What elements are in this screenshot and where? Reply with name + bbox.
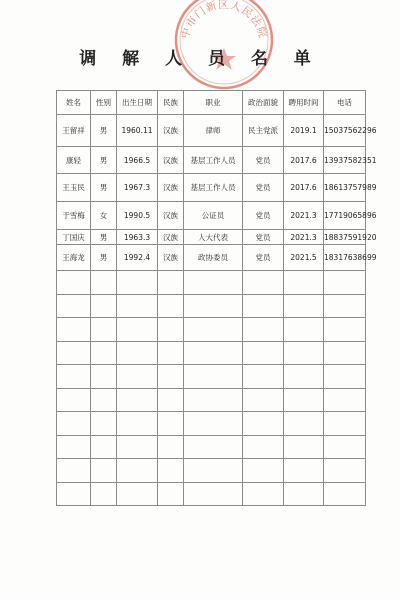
cell-gender: 女 xyxy=(91,202,117,230)
cell-political-status: 党员 xyxy=(243,230,284,245)
empty-cell xyxy=(324,388,366,412)
empty-cell xyxy=(324,412,366,436)
empty-cell xyxy=(117,482,158,506)
cell-occupation: 人大代表 xyxy=(184,230,243,245)
empty-cell xyxy=(324,482,366,506)
empty-table-row xyxy=(57,412,366,436)
empty-cell xyxy=(284,482,324,506)
cell-occupation: 公证员 xyxy=(184,202,243,230)
cell-birth-date: 1967.3 xyxy=(117,174,158,202)
cell-occupation: 基层工作人员 xyxy=(184,174,243,202)
cell-phone: 18613757989 xyxy=(324,174,366,202)
cell-name: 王留祥 xyxy=(57,115,91,147)
table-header-row xyxy=(57,91,366,115)
header-ethnicity: 民族 xyxy=(158,91,184,115)
empty-table-row xyxy=(57,271,366,295)
table-row xyxy=(57,174,366,202)
cell-hire-date: 2017.6 xyxy=(284,174,324,202)
empty-cell xyxy=(91,341,117,365)
empty-cell xyxy=(57,271,91,295)
empty-cell xyxy=(324,341,366,365)
empty-cell xyxy=(324,271,366,295)
empty-cell xyxy=(243,341,284,365)
empty-table-row xyxy=(57,435,366,459)
empty-cell xyxy=(284,365,324,389)
empty-cell xyxy=(284,412,324,436)
cell-gender: 男 xyxy=(91,174,117,202)
empty-cell xyxy=(284,388,324,412)
table-row xyxy=(57,115,366,147)
empty-table-row xyxy=(57,459,366,483)
cell-name: 王海龙 xyxy=(57,245,91,271)
cell-hire-date: 2017.6 xyxy=(284,147,324,174)
empty-cell xyxy=(57,435,91,459)
empty-cell xyxy=(91,388,117,412)
cell-birth-date: 1990.5 xyxy=(117,202,158,230)
empty-cell xyxy=(91,412,117,436)
empty-cell xyxy=(91,318,117,342)
empty-cell xyxy=(184,271,243,295)
empty-cell xyxy=(324,365,366,389)
empty-cell xyxy=(243,435,284,459)
header-birth-date: 出生日期 xyxy=(117,91,158,115)
header-gender: 性别 xyxy=(91,91,117,115)
empty-cell xyxy=(184,365,243,389)
empty-cell xyxy=(117,318,158,342)
empty-cell xyxy=(57,318,91,342)
cell-hire-date: 2021.3 xyxy=(284,202,324,230)
empty-cell xyxy=(57,412,91,436)
cell-phone: 18317638699 xyxy=(324,245,366,271)
empty-cell xyxy=(243,482,284,506)
empty-cell xyxy=(91,482,117,506)
empty-cell xyxy=(117,271,158,295)
cell-ethnicity: 汉族 xyxy=(158,245,184,271)
empty-table-row xyxy=(57,294,366,318)
empty-table-row xyxy=(57,365,366,389)
cell-occupation: 政协委员 xyxy=(184,245,243,271)
empty-cell xyxy=(324,294,366,318)
cell-name: 康轻 xyxy=(57,147,91,174)
empty-cell xyxy=(284,459,324,483)
empty-cell xyxy=(158,341,184,365)
empty-cell xyxy=(184,388,243,412)
empty-cell xyxy=(57,482,91,506)
empty-cell xyxy=(158,435,184,459)
cell-birth-date: 1963.3 xyxy=(117,230,158,245)
empty-cell xyxy=(91,435,117,459)
empty-cell xyxy=(184,341,243,365)
cell-political-status: 民主党派 xyxy=(243,115,284,147)
empty-cell xyxy=(158,318,184,342)
empty-cell xyxy=(284,341,324,365)
empty-cell xyxy=(117,412,158,436)
cell-name: 王玉民 xyxy=(57,174,91,202)
header-hire-date: 聘用时间 xyxy=(284,91,324,115)
empty-cell xyxy=(324,435,366,459)
empty-cell xyxy=(184,459,243,483)
cell-political-status: 党员 xyxy=(243,147,284,174)
cell-ethnicity: 汉族 xyxy=(158,147,184,174)
page-title: 调 解 人 员 名 单 xyxy=(79,49,321,69)
empty-cell xyxy=(158,271,184,295)
cell-hire-date: 2021.5 xyxy=(284,245,324,271)
empty-cell xyxy=(57,341,91,365)
empty-cell xyxy=(243,459,284,483)
empty-cell xyxy=(158,412,184,436)
empty-cell xyxy=(243,294,284,318)
empty-cell xyxy=(57,294,91,318)
cell-political-status: 党员 xyxy=(243,202,284,230)
empty-cell xyxy=(91,271,117,295)
mediator-roster-table xyxy=(56,90,377,506)
cell-hire-date: 2019.1 xyxy=(284,115,324,147)
empty-cell xyxy=(184,294,243,318)
cell-gender: 男 xyxy=(91,230,117,245)
cell-political-status: 党员 xyxy=(243,245,284,271)
empty-cell xyxy=(117,459,158,483)
header-name: 姓名 xyxy=(57,91,91,115)
empty-cell xyxy=(284,318,324,342)
header-occupation: 职业 xyxy=(184,91,243,115)
cell-hire-date: 2021.3 xyxy=(284,230,324,245)
cell-ethnicity: 汉族 xyxy=(158,174,184,202)
cell-occupation: 基层工作人员 xyxy=(184,147,243,174)
cell-occupation: 律师 xyxy=(184,115,243,147)
empty-cell xyxy=(117,294,158,318)
cell-political-status: 党员 xyxy=(243,174,284,202)
empty-cell xyxy=(243,271,284,295)
cell-name: 于雪梅 xyxy=(57,202,91,230)
cell-phone: 15037562296 xyxy=(324,115,366,147)
cell-gender: 男 xyxy=(91,245,117,271)
empty-cell xyxy=(158,459,184,483)
cell-phone: 17719065896 xyxy=(324,202,366,230)
cell-ethnicity: 汉族 xyxy=(158,115,184,147)
header-political-status: 政治面貌 xyxy=(243,91,284,115)
cell-gender: 男 xyxy=(91,147,117,174)
table-row xyxy=(57,202,366,230)
empty-cell xyxy=(57,459,91,483)
cell-ethnicity: 汉族 xyxy=(158,230,184,245)
empty-cell xyxy=(91,365,117,389)
empty-cell xyxy=(184,482,243,506)
empty-cell xyxy=(158,388,184,412)
empty-cell xyxy=(243,412,284,436)
cell-ethnicity: 汉族 xyxy=(158,202,184,230)
empty-table-row xyxy=(57,388,366,412)
empty-cell xyxy=(117,365,158,389)
table-row xyxy=(57,230,366,245)
empty-cell xyxy=(117,341,158,365)
empty-cell xyxy=(284,294,324,318)
empty-table-row xyxy=(57,318,366,342)
empty-cell xyxy=(243,388,284,412)
empty-cell xyxy=(284,435,324,459)
empty-cell xyxy=(91,294,117,318)
empty-cell xyxy=(324,459,366,483)
empty-cell xyxy=(91,459,117,483)
svg-text:中市门新区人民法院: 中市门新区人民法院 xyxy=(179,0,269,41)
cell-birth-date: 1960.11 xyxy=(117,115,158,147)
cell-phone: 13937582351 xyxy=(324,147,366,174)
empty-cell xyxy=(184,318,243,342)
table-row xyxy=(57,245,366,271)
empty-cell xyxy=(117,388,158,412)
empty-cell xyxy=(57,365,91,389)
empty-cell xyxy=(243,365,284,389)
empty-cell xyxy=(243,318,284,342)
cell-gender: 男 xyxy=(91,115,117,147)
empty-cell xyxy=(57,388,91,412)
cell-phone: 18837591920 xyxy=(324,230,366,245)
empty-table-row xyxy=(57,341,366,365)
empty-cell xyxy=(158,365,184,389)
blank-rows-group xyxy=(57,271,366,506)
header-phone: 电话 xyxy=(324,91,366,115)
empty-cell xyxy=(324,318,366,342)
empty-cell xyxy=(284,271,324,295)
empty-cell xyxy=(158,294,184,318)
cell-name: 丁国庆 xyxy=(57,230,91,245)
empty-cell xyxy=(184,412,243,436)
table-row xyxy=(57,147,366,174)
cell-birth-date: 1992.4 xyxy=(117,245,158,271)
empty-table-row xyxy=(57,482,366,506)
empty-cell xyxy=(158,482,184,506)
empty-cell xyxy=(184,435,243,459)
cell-birth-date: 1966.5 xyxy=(117,147,158,174)
empty-cell xyxy=(117,435,158,459)
